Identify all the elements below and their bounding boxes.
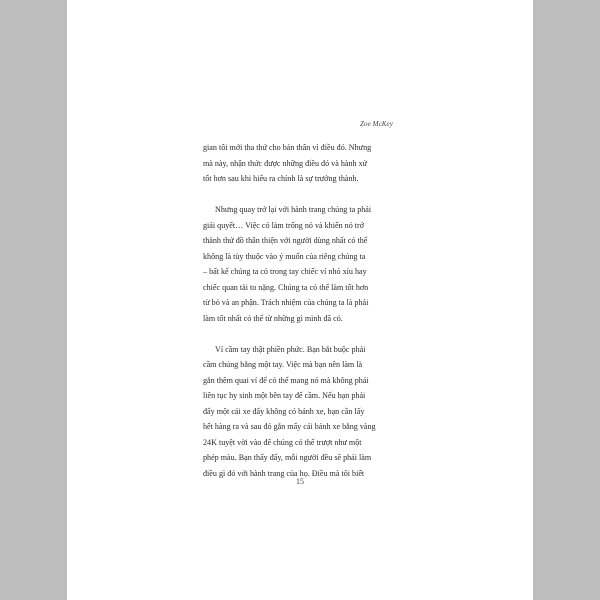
right-margin-bar xyxy=(533,0,600,600)
text-line: phép màu. Bạn thấy đấy, mỗi người đều sẽ phải làm xyxy=(203,453,372,462)
page-number: 15 xyxy=(296,477,304,486)
text-line: gian tôi mới tha thứ cho bản thân vì điều đó. Nhưng xyxy=(203,143,372,152)
text-line: liên tục hy sinh một bên tay để cầm. Nếu bạn phải xyxy=(203,391,366,400)
paragraph-1 xyxy=(203,140,398,187)
paragraph-2 xyxy=(203,202,398,326)
text-line: không là tùy thuộc vào ý muốn của riêng chúng ta xyxy=(203,251,366,261)
text-line: từ bỏ và an phận. Trách nhiệm của chúng ta là phải xyxy=(203,298,369,307)
text-line: giải quyết… Việc có làm trống nó và khiến nó trở xyxy=(203,220,364,230)
text-line: – bất kể chúng ta có trong tay chiếc ví nhỏ xíu hay xyxy=(203,267,367,276)
text-line: đẩy một cái xe đẩy không có bánh xe, bạn cần lấy xyxy=(203,406,365,416)
text-line: làm tốt nhất có thể từ những gì mình đã có. xyxy=(203,313,343,323)
text-line: hết hàng ra và sau đó gắn mấy cái bánh xe bằng vàng xyxy=(203,422,376,431)
left-margin-bar xyxy=(0,0,67,600)
text-line: chiếc quan tài to nặng. Chúng ta có thể làm tốt hơn xyxy=(203,282,369,292)
text-line: điều gì đó với hành trang của họ. Điều mà tôi biết xyxy=(203,468,365,478)
text-line: cầm chúng bằng một tay. Việc mà bạn nên làm là xyxy=(203,360,363,369)
text-line: 24K tuyệt vời vào để chúng có thể trượt như một xyxy=(203,437,362,447)
text-line: thành thứ đồ thân thiện với người dùng nhất có thể xyxy=(203,236,368,245)
body-text xyxy=(203,140,398,497)
running-head: Zoe McKey xyxy=(360,120,393,128)
text-line: Ví cầm tay thật phiền phức. Bạn bắt buộc phải xyxy=(215,344,366,354)
text-line: gắn thêm quai ví để có thể mang nó mà không phải xyxy=(203,375,369,385)
text-line: mà này, nhận thức được những điều đó và hành xử xyxy=(203,158,368,168)
text-line: Nhưng quay trở lại với hành trang chúng ta phải xyxy=(215,205,372,214)
paragraph-3 xyxy=(203,342,398,482)
text-line: tốt hơn sau khi hiểu ra chính là sự trưởng thành. xyxy=(203,174,359,183)
